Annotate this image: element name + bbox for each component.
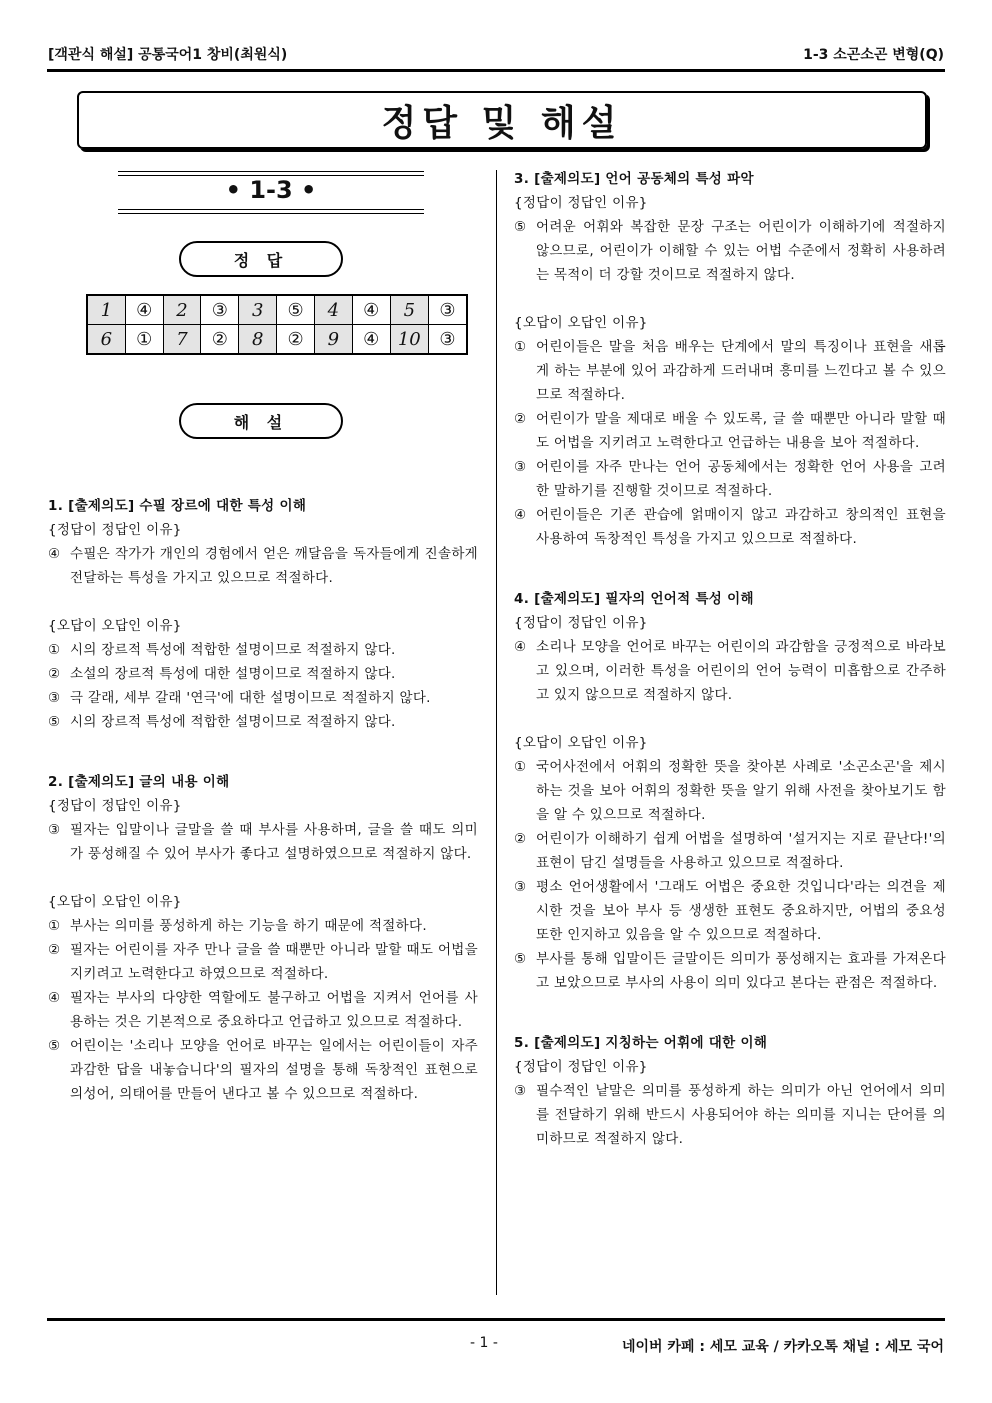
explanation-item xyxy=(514,215,946,287)
answer-row xyxy=(87,325,467,355)
explanation-text: 어린이가 말을 제대로 배울 수 있도록, 글 쓸 때뿐만 아니라 말할 때도 어법을 지키려고 노력한다고 언급하는 내용을 보아 적절하다. xyxy=(536,411,946,451)
section-rule-bottom xyxy=(118,209,424,210)
section-label: • 1-3 • xyxy=(225,176,317,204)
question-heading: 4. [출제의도] 필자의 언어적 특성 이해 xyxy=(514,591,754,607)
explanation-text: 어린이를 자주 만나는 언어 공동체에서는 정확한 언어 사용을 고려한 말하기를 진행할 것이므로 적절하다. xyxy=(536,459,946,499)
explanation-text: 어려운 어휘와 복잡한 문장 구조는 어린이가 이해하기에 적절하지 않으므로, 어린이가 이해할 수 있는 어법 수준에서 정확히 사용하려는 목적이 더 강할 것이므로 적절하지 않다. xyxy=(536,219,946,283)
question-heading: 5. [출제의도] 지칭하는 어휘에 대한 이해 xyxy=(514,1035,768,1051)
question-heading: 3. [출제의도] 언어 공동체의 특성 파악 xyxy=(514,171,754,187)
answer-table xyxy=(86,294,468,355)
answer-choice: ⑤ xyxy=(277,295,315,325)
explanation-item xyxy=(514,503,946,551)
explanation-item xyxy=(48,914,478,938)
choice-mark: ③ xyxy=(48,690,61,706)
choice-mark: ④ xyxy=(48,990,61,1006)
explanation-item xyxy=(514,635,946,707)
explanation-item xyxy=(514,1079,946,1151)
choice-mark: ③ xyxy=(514,459,527,475)
explanation-item xyxy=(514,875,946,947)
choice-mark: ② xyxy=(514,411,527,427)
explanation-item xyxy=(48,662,478,686)
section-rule-top xyxy=(118,171,424,172)
answer-choice: ④ xyxy=(352,295,390,325)
correct-label: {정답이 정답인 이유} xyxy=(514,1059,648,1075)
explain-pill: 해 설 xyxy=(179,403,343,439)
question-heading: 2. [출제의도] 글의 내용 이해 xyxy=(48,774,230,790)
choice-mark: ② xyxy=(48,666,61,682)
choice-mark: ① xyxy=(48,918,61,934)
page-title: 정답 및 해설 xyxy=(381,102,623,144)
correct-label: {정답이 정답인 이유} xyxy=(514,195,648,211)
explanation-item xyxy=(48,710,478,734)
explanation-item xyxy=(48,818,478,866)
explanation-text: 부사를 통해 입말이든 글말이든 의미가 풍성해지는 효과를 가져온다고 보았으므로 부사의 사용이 의미 있다고 본다는 관점은 적절하다. xyxy=(536,951,946,991)
explanation-text: 어린이가 이해하기 쉽게 어법을 설명하여 '설거지는 지로 끝난다!'의 표현이 담긴 설명들을 사용하고 있으므로 적절하다. xyxy=(536,831,946,871)
header-left: [객관식 해설] 공통국어1 창비(최원식) xyxy=(48,47,288,63)
footer-right: 네이버 카페 : 세모 교육 / 카카오톡 채널 : 세모 국어 xyxy=(621,1339,944,1355)
answer-number: 10 xyxy=(390,325,428,355)
choice-mark: ④ xyxy=(514,639,527,655)
explanation-text: 시의 장르적 특성에 적합한 설명이므로 적절하지 않다. xyxy=(70,714,396,730)
choice-mark: ① xyxy=(514,759,527,775)
answer-number: 5 xyxy=(390,295,428,325)
explanation-item xyxy=(48,938,478,986)
section-rule-bottom-2 xyxy=(118,213,424,214)
explanation-item xyxy=(514,755,946,827)
explanation-item xyxy=(48,542,478,590)
choice-mark: ② xyxy=(48,942,61,958)
spacer xyxy=(514,551,946,587)
left-column xyxy=(48,494,478,1106)
answer-choice: ④ xyxy=(125,295,163,325)
explanation-text: 필수적인 낱말은 의미를 풍성하게 하는 의미가 아닌 언어에서 의미를 전달하기 위해 반드시 사용되어야 하는 의미를 지니는 단어를 의미하므로 적절하지 않다. xyxy=(536,1083,946,1147)
answer-number: 2 xyxy=(163,295,201,325)
choice-mark: ④ xyxy=(514,507,527,523)
answer-number: 1 xyxy=(87,295,125,325)
explanation-text: 수필은 작가가 개인의 경험에서 얻은 깨달음을 독자들에게 진솔하게 전달하는 특성을 가지고 있으므로 적절하다. xyxy=(70,546,478,586)
wrong-label: {오답이 오답인 이유} xyxy=(48,618,182,634)
choice-mark: ④ xyxy=(48,546,61,562)
explanation-text: 시의 장르적 특성에 적합한 설명이므로 적절하지 않다. xyxy=(70,642,396,658)
choice-mark: ⑤ xyxy=(48,714,61,730)
wrong-label: {오답이 오답인 이유} xyxy=(514,315,648,331)
header-right: 1-3 소곤소곤 변형(Q) xyxy=(803,47,944,63)
wrong-label: {오답이 오답인 이유} xyxy=(514,735,648,751)
explanation-item xyxy=(514,335,946,407)
wrong-label: {오답이 오답인 이유} xyxy=(48,894,182,910)
choice-mark: ③ xyxy=(514,1083,527,1099)
right-column xyxy=(514,167,946,1151)
footer-rule xyxy=(47,1318,945,1321)
answer-pill: 정 답 xyxy=(179,241,343,277)
spacer xyxy=(48,734,478,770)
spacer xyxy=(514,287,946,311)
explanation-text: 평소 언어생활에서 '그래도 어법은 중요한 것입니다'라는 의견을 제시한 것을 보아 부사 등 생생한 표현도 중요하지만, 어법의 중요성 또한 인지하고 있음을 알 수 있으므로 적절하다. xyxy=(536,879,946,943)
choice-mark: ③ xyxy=(48,822,61,838)
spacer xyxy=(48,590,478,614)
explanation-text: 어린이들은 기존 관습에 얽매이지 않고 과감하고 창의적인 표현을 사용하여 독창적인 특성을 가지고 있으므로 적절하다. xyxy=(536,507,946,547)
explanation-item xyxy=(514,407,946,455)
question-heading: 1. [출제의도] 수필 장르에 대한 특성 이해 xyxy=(48,498,307,514)
answer-choice: ③ xyxy=(428,295,467,325)
explanation-item xyxy=(48,986,478,1034)
explanation-item xyxy=(514,827,946,875)
explanation-item xyxy=(514,947,946,995)
explanation-item xyxy=(514,455,946,503)
correct-label: {정답이 정답인 이유} xyxy=(48,522,182,538)
header-rule xyxy=(47,69,945,72)
answer-choice: ④ xyxy=(352,325,390,355)
explanation-text: 필자는 어린이를 자주 만나 글을 쓸 때뿐만 아니라 말할 때도 어법을 지키려고 노력한다고 하였으므로 적절하다. xyxy=(70,942,478,982)
explanation-text: 극 갈래, 세부 갈래 '연극'에 대한 설명이므로 적절하지 않다. xyxy=(70,690,431,706)
explanation-text: 부사는 의미를 풍성하게 하는 기능을 하기 때문에 적절하다. xyxy=(70,918,427,934)
choice-mark: ⑤ xyxy=(514,219,527,235)
explanation-item xyxy=(48,686,478,710)
choice-mark: ③ xyxy=(514,879,527,895)
explanation-text: 어린이들은 말을 처음 배우는 단계에서 말의 특징이나 표현을 새롭게 하는 부분에 있어 과감하게 드러내며 흥미를 느낀다고 볼 수 있으므로 적절하다. xyxy=(536,339,946,403)
spacer xyxy=(514,707,946,731)
answer-number: 7 xyxy=(163,325,201,355)
explanation-text: 필자는 부사의 다양한 역할에도 불구하고 어법을 지켜서 언어를 사용하는 것은 기본적으로 중요하다고 언급하고 있으므로 적절하다. xyxy=(70,990,478,1030)
answer-number: 4 xyxy=(315,295,353,325)
title-box xyxy=(77,91,927,149)
explanation-item xyxy=(48,638,478,662)
answer-row xyxy=(87,295,467,325)
answer-number: 9 xyxy=(315,325,353,355)
correct-label: {정답이 정답인 이유} xyxy=(48,798,182,814)
choice-mark: ⑤ xyxy=(514,951,527,967)
answer-choice: ② xyxy=(201,325,239,355)
explanation-text: 국어사전에서 어휘의 정확한 뜻을 찾아본 사례로 '소곤소곤'을 제시하는 것을 보아 어휘의 정확한 뜻을 알기 위해 사전을 찾아보기도 함을 알 수 있으므로 적절하다. xyxy=(536,759,946,823)
explanation-item xyxy=(48,1034,478,1106)
answer-choice: ③ xyxy=(201,295,239,325)
explanation-text: 소설의 장르적 특성에 대한 설명이므로 적절하지 않다. xyxy=(70,666,396,682)
answer-choice: ② xyxy=(277,325,315,355)
choice-mark: ① xyxy=(48,642,61,658)
choice-mark: ⑤ xyxy=(48,1038,61,1054)
answer-number: 8 xyxy=(239,325,277,355)
explanation-text: 소리나 모양을 언어로 바꾸는 어린이의 과감함을 긍정적으로 바라보고 있으며, 이러한 특성을 어린이의 언어 능력이 미흡함으로 간주하고 있지 않으므로 적절하지 않다. xyxy=(536,639,946,703)
choice-mark: ② xyxy=(514,831,527,847)
answer-choice: ③ xyxy=(428,325,467,355)
answer-choice: ① xyxy=(125,325,163,355)
explanation-text: 필자는 입말이나 글말을 쓸 때 부사를 사용하며, 글을 쓸 때도 의미가 풍성해질 수 있어 부사가 좋다고 설명하였으므로 적절하지 않다. xyxy=(70,822,478,862)
correct-label: {정답이 정답인 이유} xyxy=(514,615,648,631)
answer-number: 3 xyxy=(239,295,277,325)
choice-mark: ① xyxy=(514,339,527,355)
spacer xyxy=(514,995,946,1031)
spacer xyxy=(48,866,478,890)
page-number: - 1 - xyxy=(470,1335,498,1351)
column-divider xyxy=(496,170,497,1295)
answer-number: 6 xyxy=(87,325,125,355)
explanation-text: 어린이는 '소리나 모양을 언어로 바꾸는 일에서는 어린이들이 자주 과감한 답을 내놓습니다'의 필자의 설명을 통해 독창적인 표현으로 의성어, 의태어를 만들어 낸다고 볼 수 있으므로 적절하다. xyxy=(70,1038,478,1102)
